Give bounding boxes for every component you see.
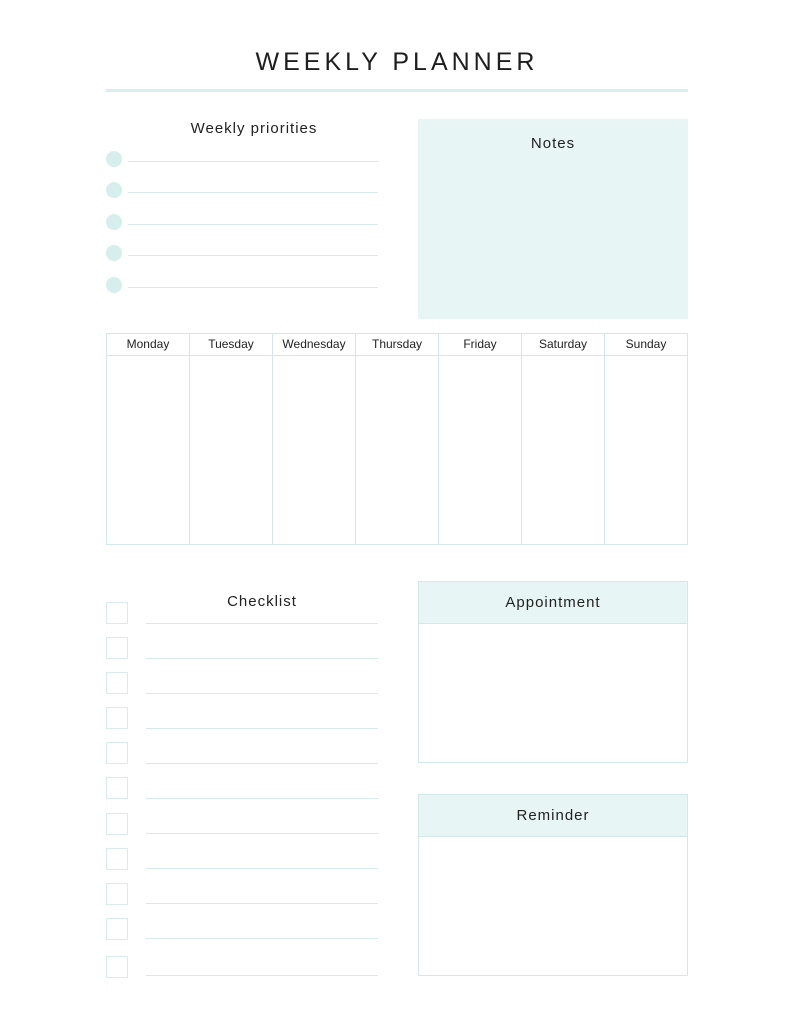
- priorities-heading: Weekly priorities: [190, 120, 318, 137]
- day-column-tuesday[interactable]: [190, 334, 273, 544]
- checkbox[interactable]: [106, 848, 128, 870]
- checkbox[interactable]: [106, 602, 128, 624]
- writing-line[interactable]: [128, 287, 378, 288]
- week-grid: [106, 333, 688, 545]
- checklist-line[interactable]: [146, 728, 378, 729]
- checklist-line[interactable]: [146, 798, 378, 799]
- checklist-line[interactable]: [146, 975, 378, 976]
- title-divider: [106, 89, 688, 92]
- checkbox[interactable]: [106, 777, 128, 799]
- day-header: Tuesday: [190, 334, 272, 356]
- day-header: Wednesday: [273, 334, 355, 356]
- checkbox[interactable]: [106, 707, 128, 729]
- day-header: Thursday: [356, 334, 438, 356]
- day-column-friday[interactable]: [439, 334, 522, 544]
- checkbox[interactable]: [106, 956, 128, 978]
- checklist-line[interactable]: [146, 623, 378, 624]
- day-column-thursday[interactable]: [356, 334, 439, 544]
- day-cell[interactable]: [107, 356, 189, 544]
- day-column-wednesday[interactable]: [273, 334, 356, 544]
- day-cell[interactable]: [605, 356, 687, 544]
- notes-heading: Notes: [530, 135, 576, 152]
- checkbox[interactable]: [106, 918, 128, 940]
- day-cell[interactable]: [522, 356, 604, 544]
- day-column-saturday[interactable]: [522, 334, 605, 544]
- checklist-line[interactable]: [146, 868, 378, 869]
- day-cell[interactable]: [356, 356, 438, 544]
- day-header: Monday: [107, 334, 189, 356]
- priority-item[interactable]: [106, 182, 378, 198]
- writing-line[interactable]: [128, 224, 378, 225]
- day-header: Friday: [439, 334, 521, 356]
- checkbox[interactable]: [106, 672, 128, 694]
- priority-item[interactable]: [106, 245, 378, 261]
- day-column-monday[interactable]: [107, 334, 190, 544]
- bullet-dot-icon: [106, 182, 122, 198]
- day-header: Saturday: [522, 334, 604, 356]
- bullet-dot-icon: [106, 277, 122, 293]
- notes-box[interactable]: [418, 119, 688, 319]
- day-header: Sunday: [605, 334, 687, 356]
- priority-item[interactable]: [106, 214, 378, 230]
- checklist-line[interactable]: [146, 938, 378, 939]
- bullet-dot-icon: [106, 151, 122, 167]
- page-title: WEEKLY PLANNER: [255, 48, 539, 76]
- checklist-line[interactable]: [146, 763, 378, 764]
- checklist-line[interactable]: [146, 833, 378, 834]
- writing-line[interactable]: [128, 192, 378, 193]
- day-cell[interactable]: [273, 356, 355, 544]
- reminder-box[interactable]: [418, 794, 688, 976]
- checklist-line[interactable]: [146, 903, 378, 904]
- appointment-heading: Appointment: [505, 594, 601, 611]
- checklist-line[interactable]: [146, 693, 378, 694]
- appointment-header: [419, 582, 687, 624]
- checklist-heading: Checklist: [227, 593, 297, 610]
- checkbox[interactable]: [106, 742, 128, 764]
- writing-line[interactable]: [128, 255, 378, 256]
- day-cell[interactable]: [190, 356, 272, 544]
- reminder-heading: Reminder: [516, 807, 590, 824]
- day-column-sunday[interactable]: [605, 334, 687, 544]
- reminder-header: [419, 795, 687, 837]
- bullet-dot-icon: [106, 214, 122, 230]
- priority-item[interactable]: [106, 277, 378, 293]
- appointment-box[interactable]: [418, 581, 688, 763]
- checkbox[interactable]: [106, 813, 128, 835]
- bullet-dot-icon: [106, 245, 122, 261]
- checklist-line[interactable]: [146, 658, 378, 659]
- day-cell[interactable]: [439, 356, 521, 544]
- checkbox[interactable]: [106, 637, 128, 659]
- checkbox[interactable]: [106, 883, 128, 905]
- writing-line[interactable]: [128, 161, 378, 162]
- priority-item[interactable]: [106, 151, 378, 167]
